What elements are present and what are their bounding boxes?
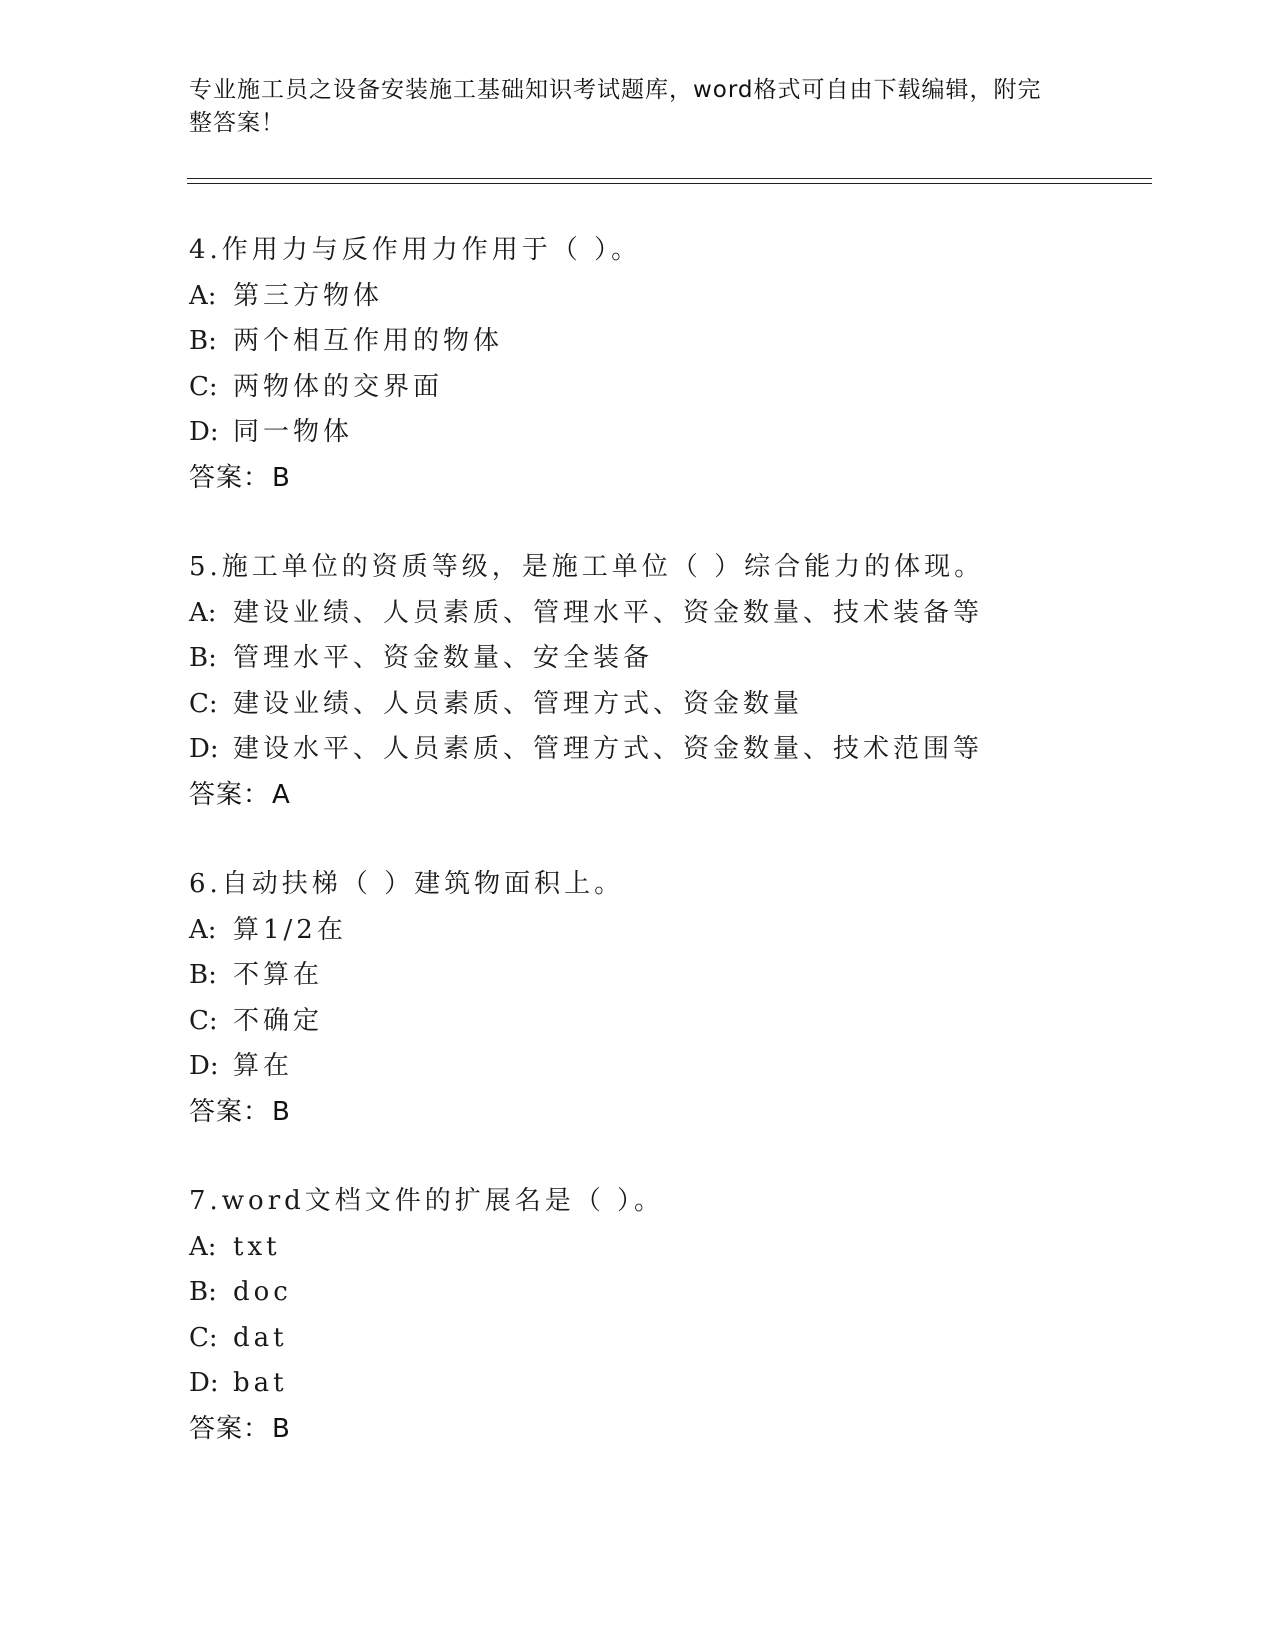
option-text: 两物体的交界面	[233, 371, 444, 402]
option-text: bat	[233, 1368, 288, 1398]
option-key: C:	[189, 1322, 218, 1353]
option-text: 同一物体	[233, 417, 354, 447]
option-d	[189, 1361, 1189, 1407]
option-key: D:	[189, 1368, 219, 1398]
option-text: 不算在	[233, 960, 324, 990]
option-text: 算在	[233, 1051, 294, 1081]
answer-line	[189, 773, 1189, 819]
option-text: 第三方物体	[233, 280, 384, 311]
header-line-2: 整答案！	[189, 110, 285, 136]
option-d	[189, 727, 1189, 773]
option-key: A:	[189, 597, 217, 628]
document-header	[189, 74, 1089, 140]
option-a	[189, 274, 1189, 320]
option-key: B:	[189, 1277, 217, 1307]
option-key: D:	[189, 734, 219, 764]
option-key: C:	[189, 371, 218, 402]
option-key: D:	[189, 417, 219, 447]
option-text: 两个相互作用的物体	[233, 326, 504, 356]
answer-line	[189, 1090, 1189, 1136]
option-text: 建设水平、人员素质、管理方式、资金数量、技术范围等	[233, 734, 984, 764]
answer-value: A	[272, 779, 291, 810]
question-stem: 5.施工单位的资质等级，是施工单位（ ）综合能力的体现。	[189, 552, 985, 582]
option-text: 建设业绩、人员素质、管理水平、资金数量、技术装备等	[233, 597, 984, 628]
question-7	[189, 1179, 1189, 1452]
option-b	[189, 953, 1189, 999]
option-text: txt	[233, 1231, 281, 1262]
option-text: 算1/2在	[233, 914, 347, 945]
question-6	[189, 862, 1189, 1135]
answer-line	[189, 456, 1189, 502]
option-c	[189, 682, 1189, 728]
question-4	[189, 228, 1189, 501]
option-c	[189, 999, 1189, 1045]
header-divider-top	[187, 178, 1152, 179]
question-stem: 7.word文档文件的扩展名是（ ）。	[189, 1186, 665, 1216]
answer-line	[189, 1407, 1189, 1453]
option-key: C:	[189, 1005, 218, 1036]
option-key: B:	[189, 643, 217, 673]
option-text: dat	[233, 1322, 288, 1353]
header-divider-bottom	[187, 183, 1152, 184]
option-text: 管理水平、资金数量、安全装备	[233, 643, 654, 673]
answer-label: 答案：	[189, 462, 271, 493]
option-key: B:	[189, 326, 217, 356]
option-c	[189, 1316, 1189, 1362]
option-d	[189, 410, 1189, 456]
question-stem: 6.自动扶梯（ ）建筑物面积上。	[189, 869, 625, 899]
option-a	[189, 1225, 1189, 1271]
answer-value: B	[272, 1413, 291, 1444]
answer-label: 答案：	[189, 779, 271, 810]
option-text: 不确定	[233, 1005, 324, 1036]
option-key: A:	[189, 914, 217, 945]
question-stem: 4.作用力与反作用力作用于（ ）。	[189, 235, 642, 265]
question-5	[189, 545, 1189, 818]
option-a	[189, 908, 1189, 954]
option-b	[189, 319, 1189, 365]
option-c	[189, 365, 1189, 411]
option-d	[189, 1044, 1189, 1090]
header-line-1: 专业施工员之设备安装施工基础知识考试题库，word格式可自由下载编辑，附完	[189, 77, 1042, 103]
option-text: 建设业绩、人员素质、管理方式、资金数量	[233, 688, 804, 719]
option-text: doc	[233, 1277, 292, 1307]
answer-value: B	[272, 462, 291, 493]
option-b	[189, 636, 1189, 682]
option-key: D:	[189, 1051, 219, 1081]
answer-label: 答案：	[189, 1096, 271, 1127]
answer-value: B	[272, 1096, 291, 1127]
option-key: A:	[189, 1231, 217, 1262]
answer-label: 答案：	[189, 1413, 271, 1444]
option-key: C:	[189, 688, 218, 719]
option-key: A:	[189, 280, 217, 311]
option-key: B:	[189, 960, 217, 990]
option-a	[189, 591, 1189, 637]
option-b	[189, 1270, 1189, 1316]
